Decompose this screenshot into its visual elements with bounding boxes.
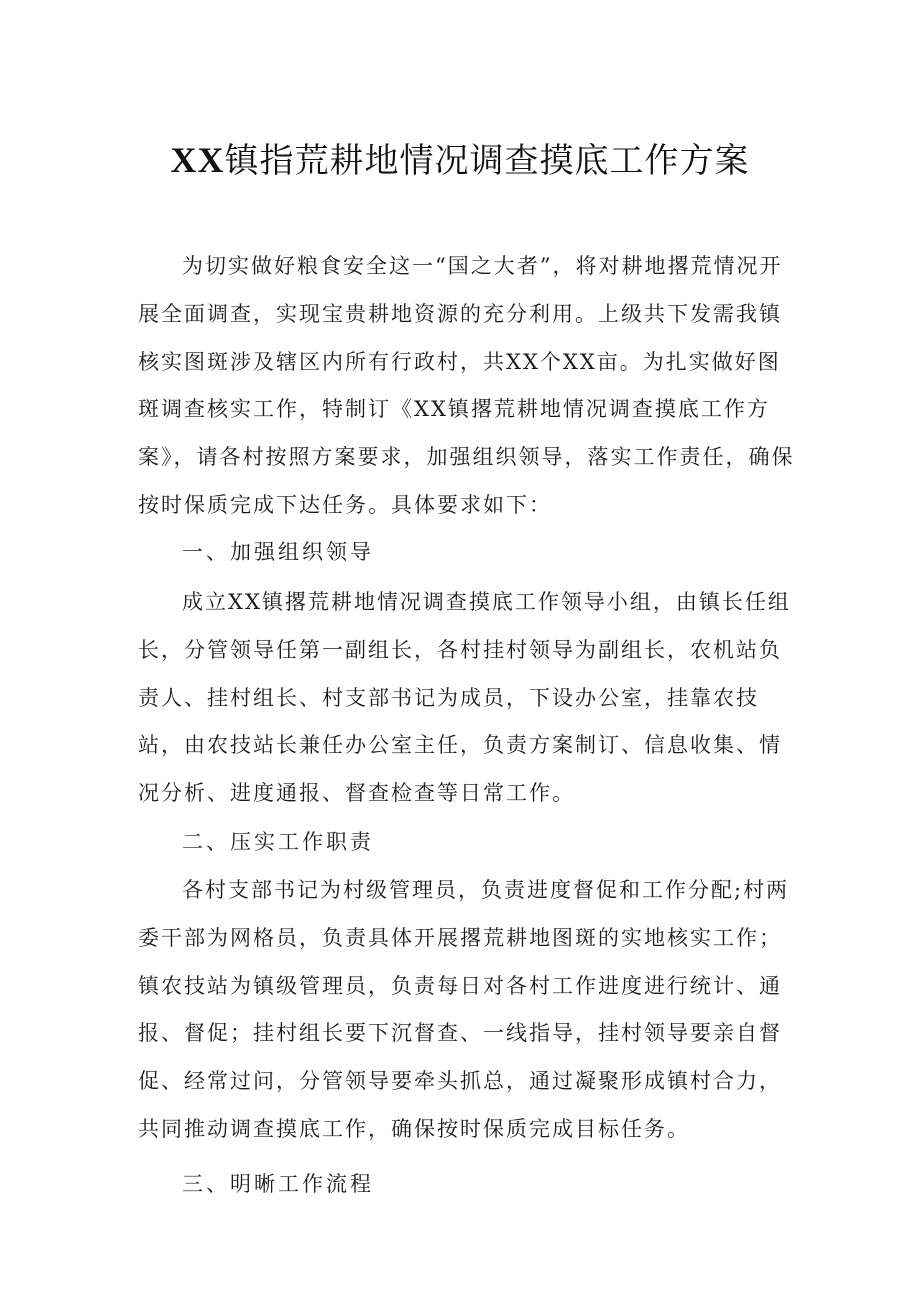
section-heading-organization: 一、加强组织领导 [182,540,374,564]
title-main: 镇指荒耕地情况调查摸底工作方案 [224,141,750,181]
section-body-organization: 成立XX镇撂荒耕地情况调查摸底工作领导小组，由镇长任组长，分管领导任第一副组长，各村挂村领导为副组长，农机站负责人、挂村组长、村支部书记为成员，下设办公室，挂靠农技站，由农技站长兼任办公室主任，负责方案制订、信息收集、情况分析、进度通报、督查检查等日常工作。 [138,590,791,806]
document-title [0,138,920,183]
section-body-responsibilities: 各村支部书记为村级管理员，负责进度督促和工作分配;村两委干部为网格员，负责具体开展撂荒耕地图斑的实地核实工作；镇农技站为镇级管理员，负责每日对各村工作进度进行统计、通报、督促；挂村组长要下沉督查、一线指导，挂村领导要亲自督促、经常过问，分管领导要牵头抓总，通过凝聚形成镇村合力，共同推动调查摸底工作，确保按时保质完成目标任务。 [138,878,790,1141]
section-heading-workflow: 三、明晰工作流程 [182,1172,374,1196]
title-prefix: XX [170,140,225,180]
intro-paragraph: 为切实做好粮食安全这一“国之大者”，将对耕地撂荒情况开展全面调查，实现宝贵耕地资源的充分利用。上级共下发需我镇核实图斑涉及辖区内所有行政村，共XX个XX亩。为扎实做好图斑调查核实工作，特制订《XX镇撂荒耕地情况调查摸底工作方案》，请各村按照方案要求，加强组织领导，落实工作责任，确保按时保质完成下达任务。具体要求如下： [138,254,795,517]
section-heading-responsibilities: 二、压实工作职责 [182,830,374,854]
